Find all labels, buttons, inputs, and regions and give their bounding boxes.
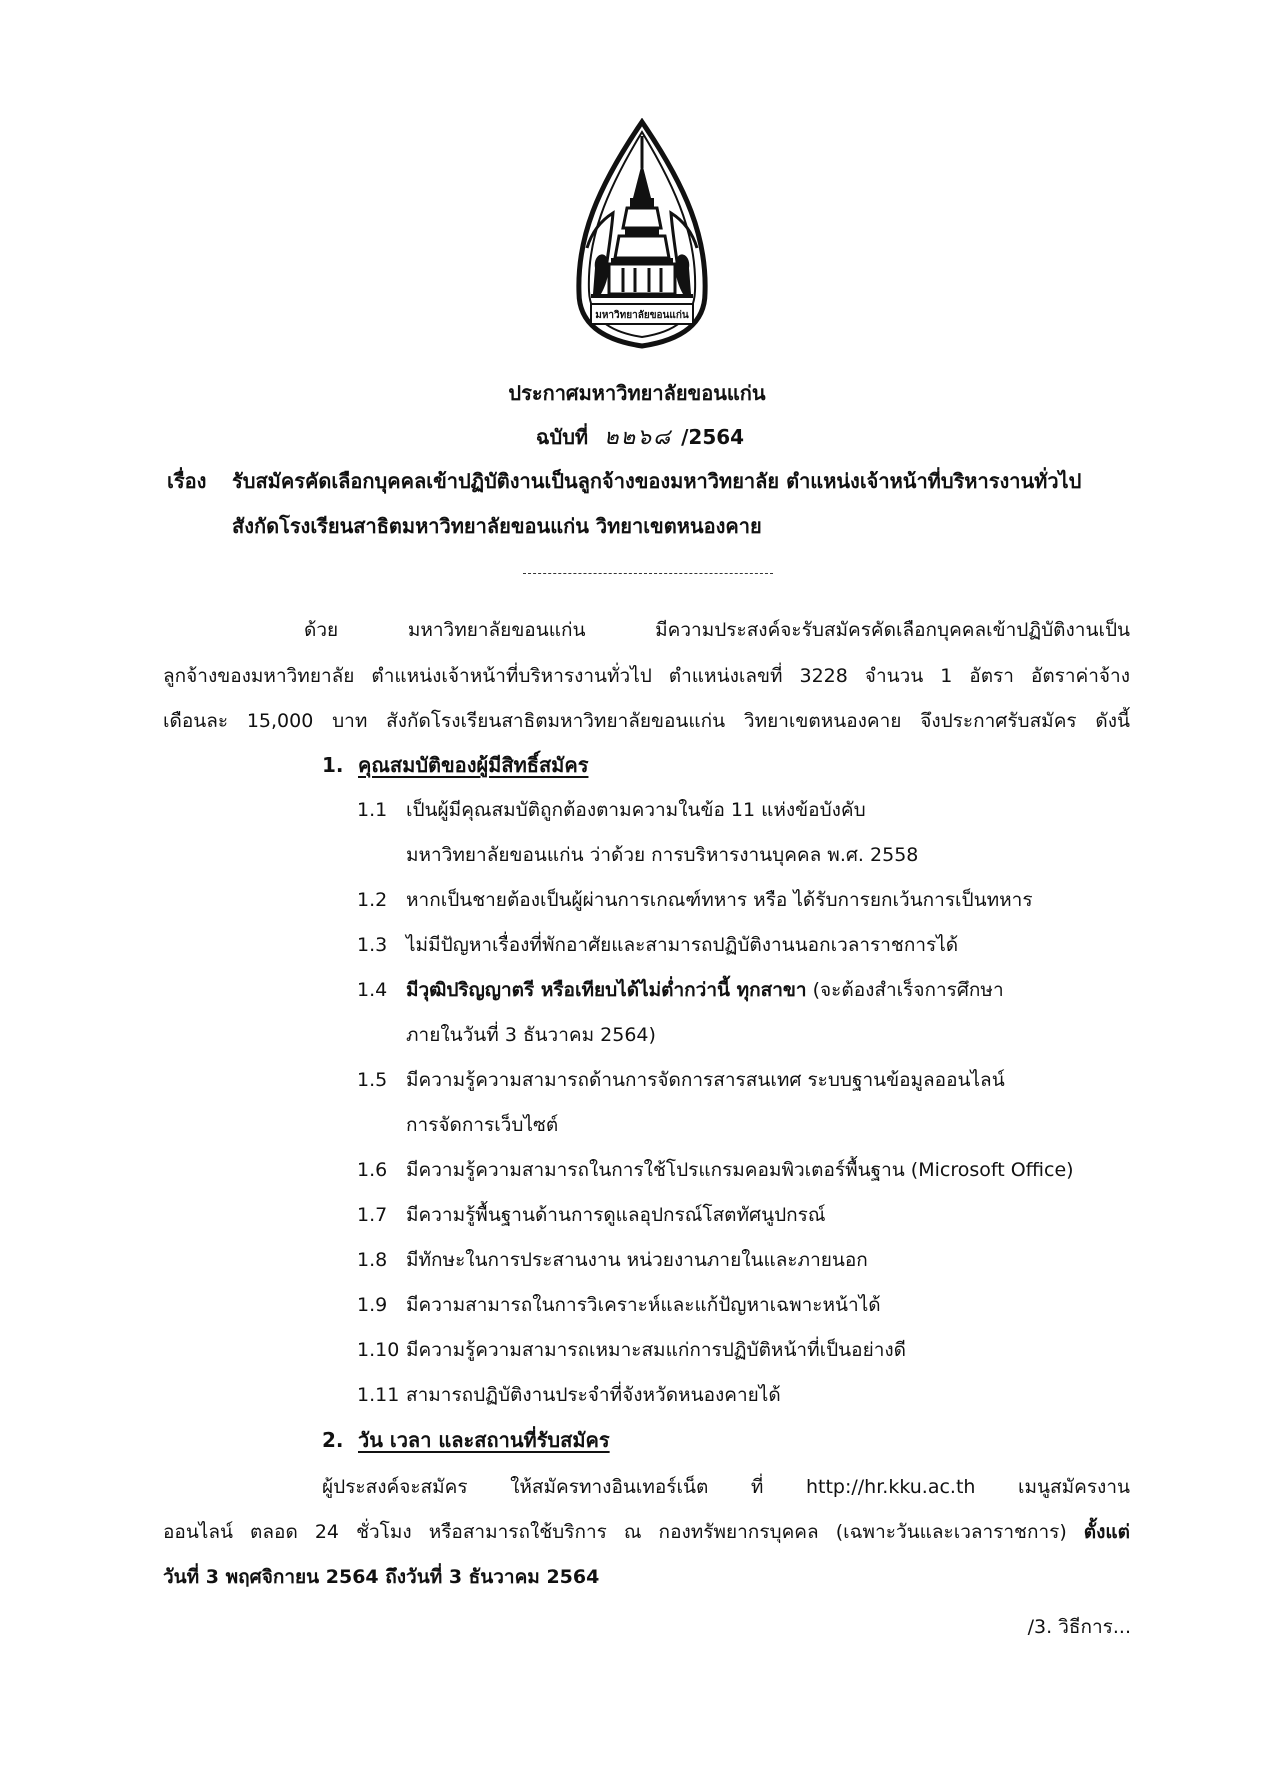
announcement-title: ประกาศมหาวิทยาลัยขอนแก่น	[508, 381, 766, 405]
section-1-heading	[322, 752, 588, 778]
application-period: วันที่ 3 พฤศจิกายน 2564 ถึงวันที่ 3 ธันวาคม 2564	[163, 1566, 600, 1588]
item-text: สามารถปฏิบัติงานประจำที่จังหวัดหนองคายได้	[406, 1384, 781, 1406]
seal-caption: มหาวิทยาลัยขอนแก่น	[595, 310, 689, 321]
item-text: เป็นผู้มีคุณสมบัติถูกต้องตามความในข้อ 11 แห่งข้อบังคับ	[406, 799, 866, 821]
list-item	[357, 977, 1004, 1003]
list-item	[357, 797, 866, 823]
item-text: ไม่มีปัญหาเรื่องที่พักอาศัยและสามารถปฏิบัติงานนอกเวลาราชการได้	[406, 934, 959, 956]
section-2-line-1: ผู้ประสงค์จะสมัคร ให้สมัครทางอินเทอร์เน็ต ที่ http://hr.kku.ac.th เมนูสมัครงาน	[322, 1476, 1130, 1498]
intro-line-2: ลูกจ้างของมหาวิทยาลัย ตำแหน่งเจ้าหน้าที่บริหารงานทั่วไป ตำแหน่งเลขที่ 3228 จำนวน 1 อัตรา อัตราค่าจ้าง	[163, 665, 1130, 687]
item-number: 1.10	[357, 1339, 400, 1361]
item-text: หากเป็นชายต้องเป็นผู้ผ่านการเกณฑ์ทหาร หรือ ได้รับการยกเว้นการเป็นทหาร	[406, 889, 1033, 911]
item-number: 1.4	[357, 979, 388, 1001]
dashed-divider	[523, 573, 773, 574]
list-item	[357, 887, 1033, 913]
issue-line	[0, 424, 1280, 451]
item-number: 1.3	[357, 934, 388, 956]
section-2-line-2	[163, 1519, 1130, 1545]
subject-text-2: สังกัดโรงเรียนสาธิตมหาวิทยาลัยขอนแก่น วิทยาเขตหนองคาย	[232, 514, 762, 538]
issue-prefix: ฉบับที่	[535, 425, 589, 449]
item-text: มีความรู้ความสามารถเหมาะสมแก่การปฏิบัติหน้าที่เป็นอย่างดี	[406, 1339, 907, 1361]
item-number: 1.11	[357, 1384, 400, 1406]
item-continuation: การจัดการเว็บไซต์	[406, 1114, 559, 1136]
item-text: มีความรู้ความสามารถในการใช้โปรแกรมคอมพิวเตอร์พื้นฐาน (Microsoft Office)	[406, 1159, 1074, 1181]
item-number: 1.6	[357, 1159, 388, 1181]
item-continuation: ภายในวันที่ 3 ธันวาคม 2564)	[406, 1024, 656, 1046]
list-item	[357, 1157, 1074, 1183]
section-1-title: คุณสมบัติของผู้มีสิทธิ์สมัคร	[358, 753, 589, 777]
list-item	[357, 1247, 868, 1273]
item-text: มีความรู้ความสามารถด้านการจัดการสารสนเทศ ระบบฐานข้อมูลออนไลน์	[406, 1069, 1005, 1091]
item-text: มีความสามารถในการวิเคราะห์และแก้ปัญหาเฉพาะหน้าได้	[406, 1294, 881, 1316]
list-item	[357, 932, 958, 958]
subject-line-1	[167, 468, 1081, 494]
subject-label: เรื่อง	[167, 469, 207, 493]
issue-suffix: /2564	[681, 425, 745, 449]
next-page-indicator: /3. วิธีการ...	[1027, 1616, 1131, 1638]
list-item	[357, 1292, 881, 1318]
section-2-heading	[322, 1427, 610, 1453]
item-number: 1.2	[357, 889, 388, 911]
list-item	[357, 1202, 825, 1228]
section-2-line-3	[163, 1564, 599, 1590]
section-2-title: วัน เวลา และสถานที่รับสมัคร	[358, 1428, 610, 1452]
intro-line-3: เดือนละ 15,000 บาท สังกัดโรงเรียนสาธิตมหาวิทยาลัยขอนแก่น วิทยาเขตหนองคาย จึงประกาศรับสมัคร ดังนี้	[163, 710, 1130, 732]
item-text: มีทักษะในการประสานงาน หน่วยงานภายในและภายนอก	[406, 1249, 868, 1271]
university-seal-logo	[567, 118, 717, 350]
item-number: 1.7	[357, 1204, 388, 1226]
section-2-line-2-bold: ตั้งแต่	[1083, 1521, 1130, 1543]
item-continuation: มหาวิทยาลัยขอนแก่น ว่าด้วย การบริหารงานบุคคล พ.ศ. 2558	[406, 844, 919, 866]
item-number: 1.1	[357, 799, 388, 821]
list-item	[357, 1382, 781, 1408]
section-1-number: 1.	[322, 753, 344, 777]
section-2-line-2-text: ออนไลน์ ตลอด 24 ชั่วโมง หรือสามารถใช้บริการ ณ กองทรัพยากรบุคคล (เฉพาะวันและเวลาราชการ)	[163, 1521, 1084, 1543]
item-number: 1.8	[357, 1249, 388, 1271]
list-item	[357, 1337, 906, 1363]
item-number: 1.9	[357, 1294, 388, 1316]
item-number: 1.5	[357, 1069, 388, 1091]
item-bold-text: มีวุฒิปริญญาตรี หรือเทียบได้ไม่ต่ำกว่านี้ ทุกสาขา	[406, 979, 807, 1001]
item-text: มีความรู้พื้นฐานด้านการดูแลอุปกรณ์โสตทัศนูปกรณ์	[406, 1204, 826, 1226]
issue-number-handwritten: ๒๒๖๘	[604, 425, 673, 450]
section-2-number: 2.	[322, 1428, 344, 1452]
intro-line-1: ด้วย มหาวิทยาลัยขอนแก่น มีความประสงค์จะรับสมัครคัดเลือกบุคคลเข้าปฏิบัติงานเป็น	[304, 619, 1130, 641]
subject-text-1: รับสมัครคัดเลือกบุคคลเข้าปฏิบัติงานเป็นลูกจ้างของมหาวิทยาลัย ตำแหน่งเจ้าหน้าที่บริหารงานทั่วไป	[232, 469, 1082, 493]
item-text: (จะต้องสำเร็จการศึกษา	[806, 979, 1004, 1001]
list-item	[357, 1067, 1005, 1093]
